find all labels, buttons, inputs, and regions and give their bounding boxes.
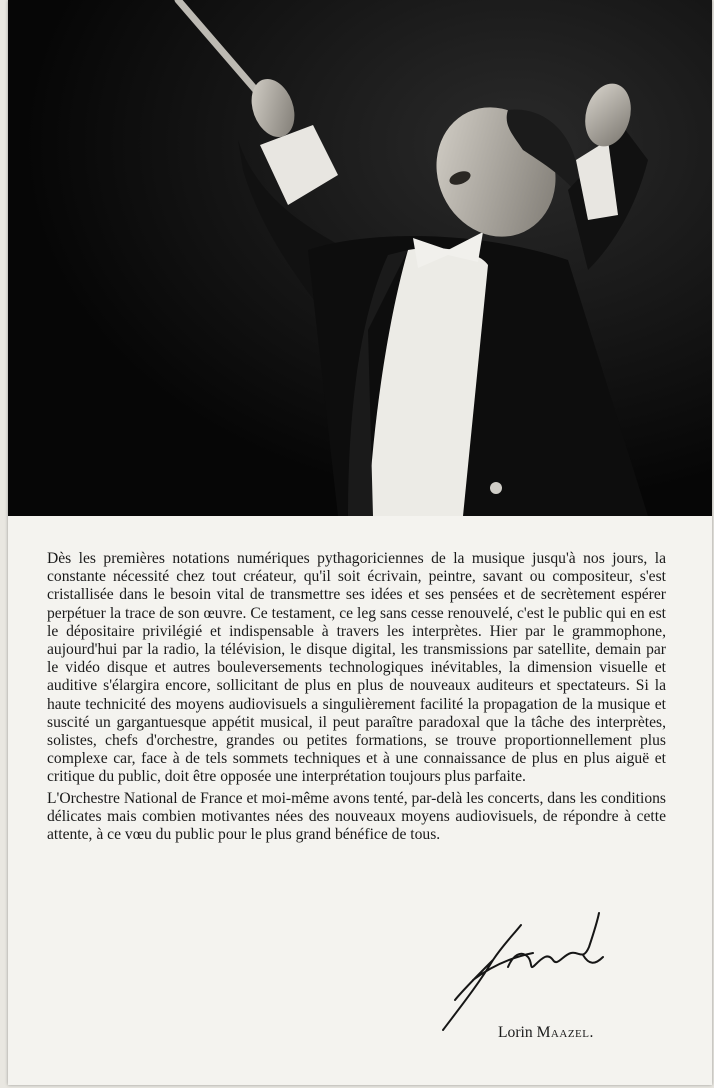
conductor-illustration (8, 0, 712, 516)
signer-last-name: Maazel. (536, 1024, 594, 1041)
body-text (47, 550, 666, 847)
conductor-photo (8, 0, 712, 516)
paragraph-1: Dès les premières notations numériques pythagoriciennes de la musique jusqu'à nos jours, la constante nécessité chez tout créateur, qu'il soit écrivain, peintre, savant ou compositeur, s'est cristallisée dans le besoin vital de transmettre ses idées et ses pensées et de secrètement espérer perpétuer la trace de son œuvre. Ce testament, ce leg sans cesse renouvelé, c'est le public qui en est le dépositaire privilégié et indispensable à travers les interprètes. Hier par le grammophone, aujourd'hui par la radio, la télévision, le disque digital, les transmissions par satellite, demain par le vidéo disque et autres bouleversements technologiques inévitables, la dimension visuelle et auditive s'élargira encore, sollicitant de plus en plus de nouveaux auditeurs et spectateurs. Si la haute technicité des moyens audiovisuels a singulièrement facilité la propagation de la musique et suscité un gargantuesque appétit musical, il peut paraître paradoxal que la tâche des interprètes, solistes, chefs d'orchestre, grandes ou petites formations, se trouve proportionnellement plus complexe car, face à de tels sommets techniques et à une connaissance de plus en plus aiguë et critique du public, doit être opposée une interprétation toujours plus parfaite. (47, 550, 666, 786)
signer-first-name: Lorin (498, 1024, 533, 1041)
signer-name (498, 1024, 594, 1042)
page-sheet (8, 0, 712, 1085)
paragraph-2: L'Orchestre National de France et moi-même avons tenté, par-delà les concerts, dans les conditions délicates mais combien motivantes nées des nouveaux moyens audiovisuels, de répondre à cette attente, à ce vœu du public pour le plus grand bénéfice de tous. (47, 789, 666, 844)
